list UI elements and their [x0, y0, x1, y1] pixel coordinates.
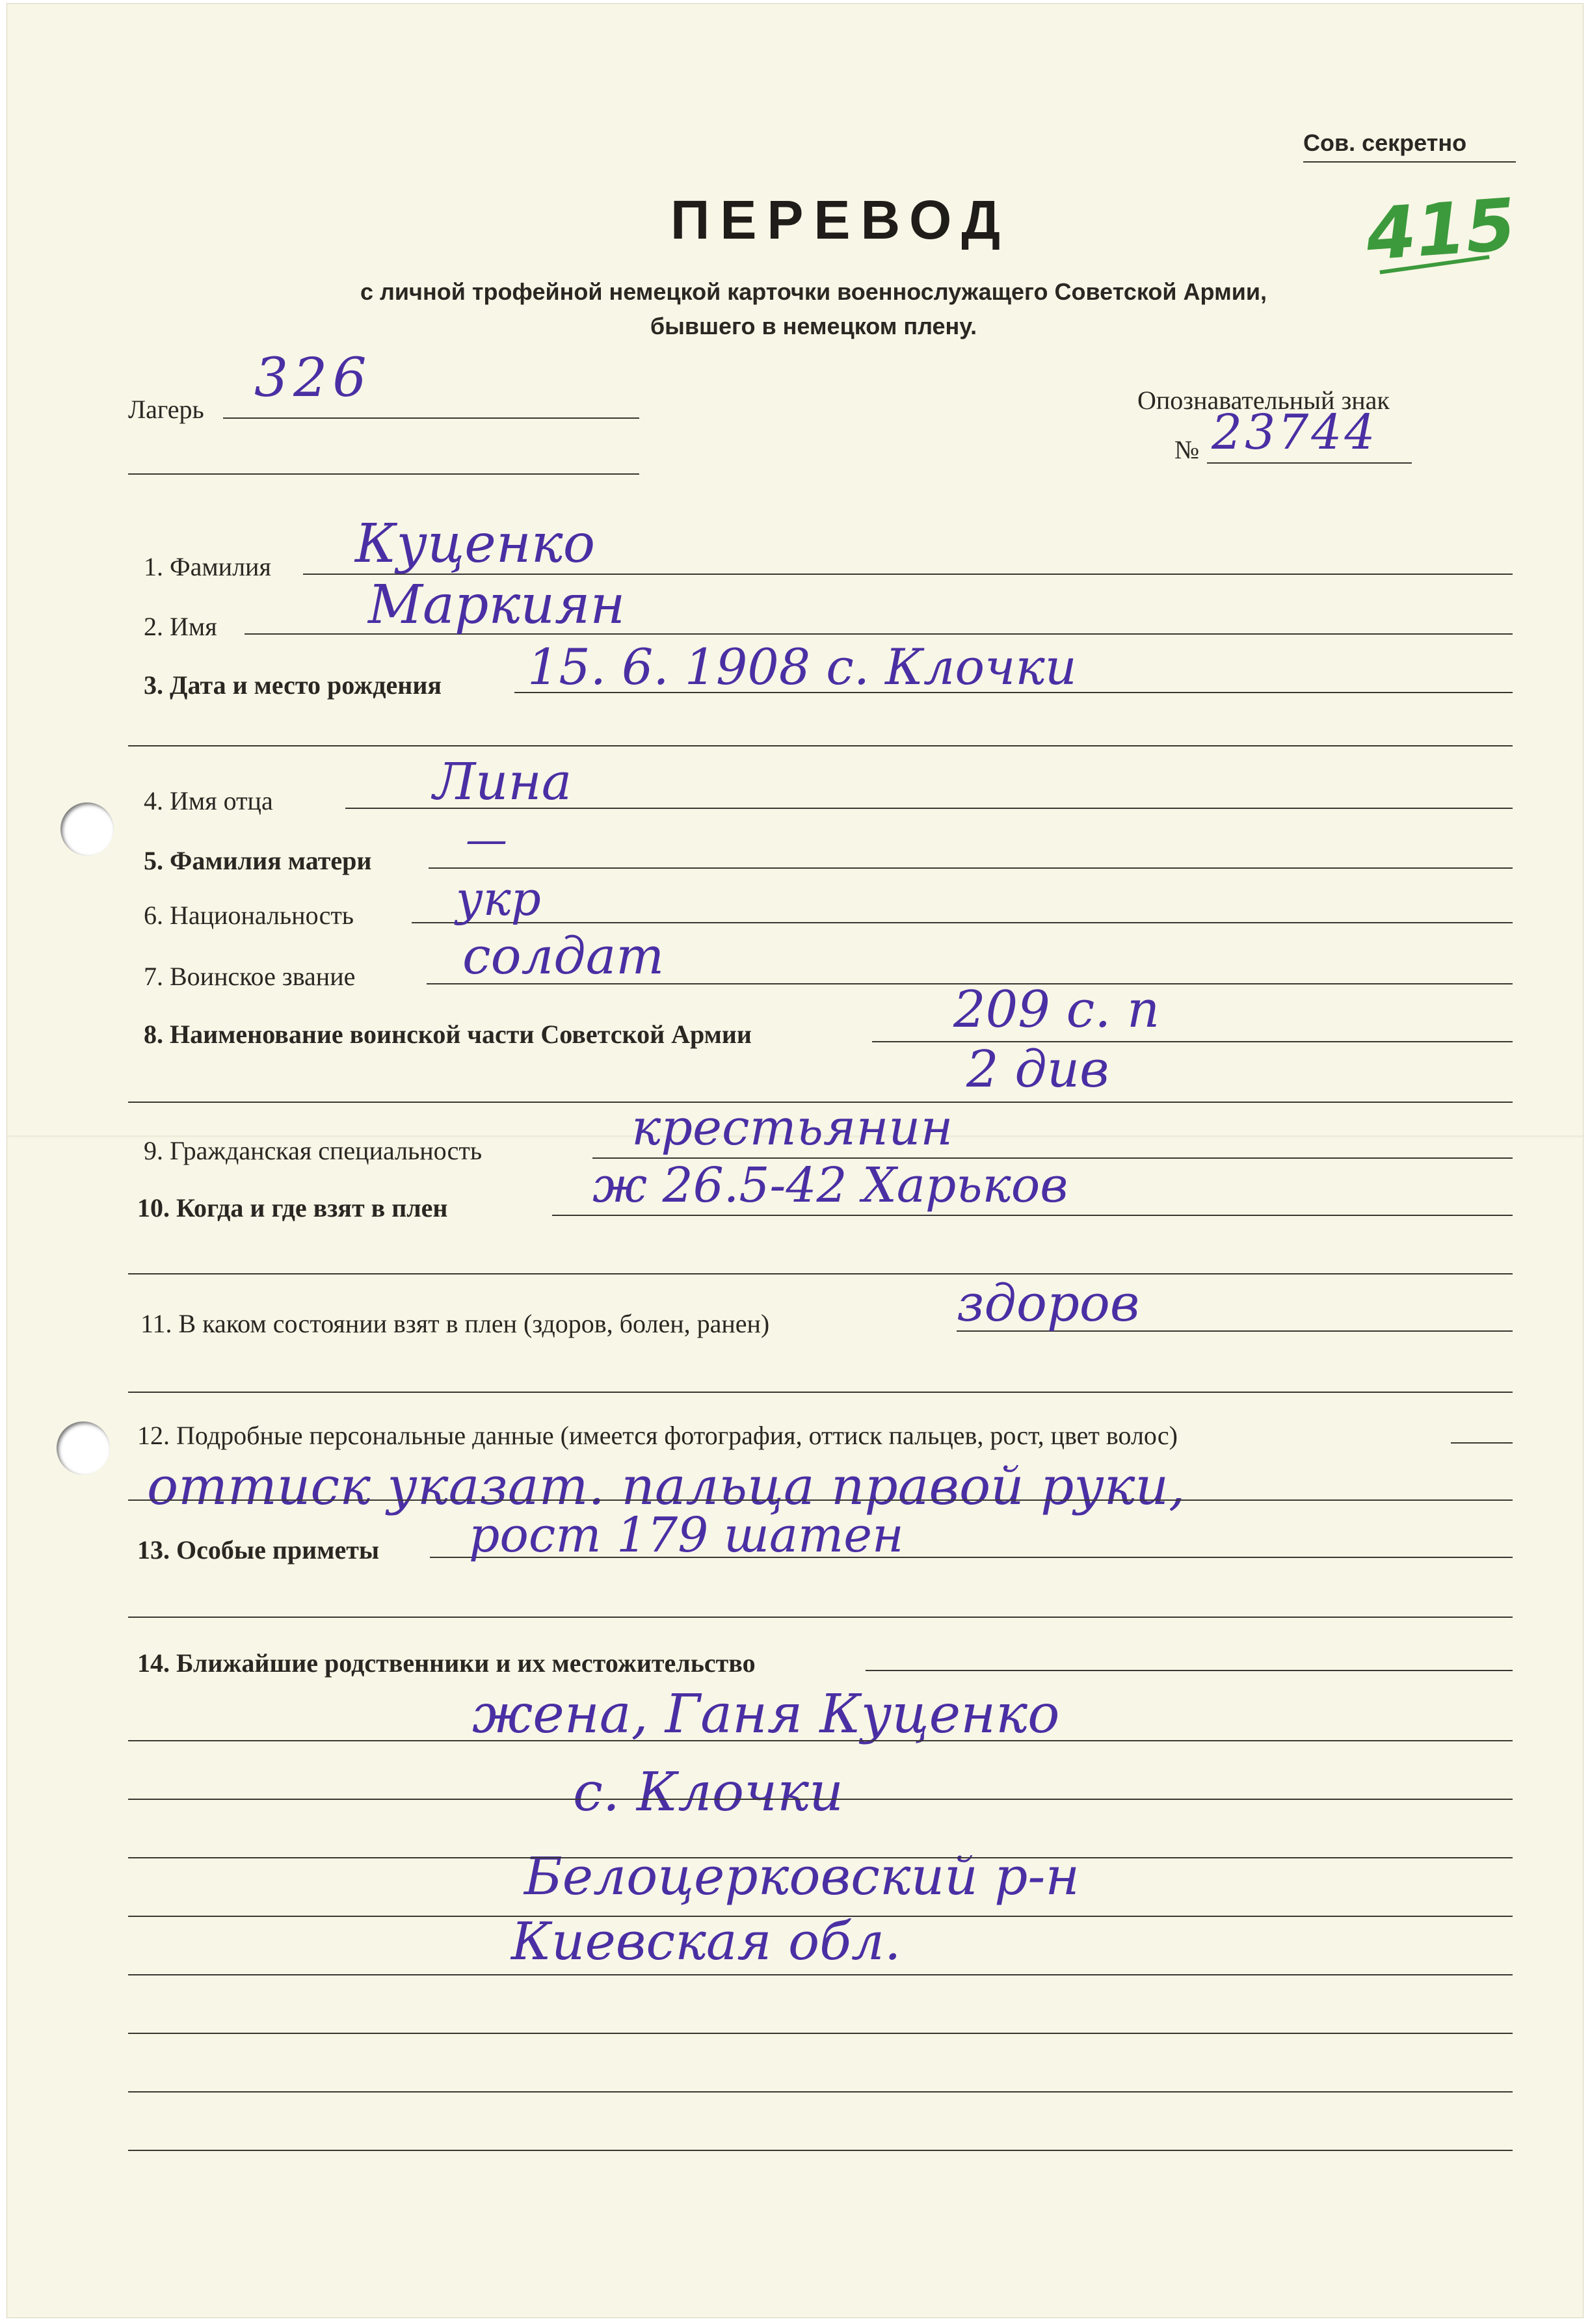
field-4-value: Лина [433, 753, 572, 812]
field-13-label: 13. Особые приметы [137, 1535, 380, 1565]
camp-line-2 [128, 473, 639, 475]
field-8-label: 8. Наименование воинской части Советской Армии [144, 1020, 752, 1049]
tag-no-value: 23744 [1212, 404, 1378, 460]
field-12-line-2 [128, 1499, 1513, 1501]
subtitle-line-1: с личной трофейной немецкой карточки военнослужащего Советской Армии, [360, 278, 1267, 305]
field-2-value: Маркиян [368, 574, 626, 636]
field-14-line-5 [128, 1916, 1513, 1917]
field-11-label: 11. В каком состоянии взят в плен (здоров, болен, ранен) [140, 1309, 770, 1338]
field-14-value-3: Белоцерковский р-н [524, 1846, 1080, 1907]
field-3-value: 15. 6. 1908 с. Клочки [527, 638, 1077, 696]
field-8-value-1: 209 с. п [953, 981, 1160, 1039]
field-8-value-2: 2 див [966, 1040, 1109, 1099]
field-5-value: — [466, 816, 507, 864]
field-12-line [1451, 1442, 1513, 1444]
field-13-line-2 [128, 1617, 1513, 1618]
field-10-label: 10. Когда и где взят в плен [137, 1193, 448, 1222]
tag-label: Опознавательный знак [1137, 386, 1390, 415]
field-10-line [552, 1215, 1513, 1216]
field-14-line-2 [128, 1740, 1513, 1741]
camp-line [223, 417, 639, 419]
field-12-value: оттиск указат. пальца правой руки, [147, 1456, 1186, 1516]
field-2-label: 2. Имя [144, 612, 217, 641]
field-6-label: 6. Национальность [144, 901, 354, 930]
field-9-value: крестьянин [631, 1098, 953, 1156]
field-14-value-1: жена, Ганя Куценко [472, 1684, 1060, 1745]
field-3-label: 3. Дата и место рождения [144, 670, 442, 700]
field-12-label: 12. Подробные персональные данные (имеется фотография, оттиск пальцев, рост, цвет волос) [137, 1421, 1178, 1450]
field-14-value-4: Киевская обл. [511, 1911, 901, 1972]
field-5-label: 5. Фамилия матери [144, 846, 372, 875]
secrecy-underline [1303, 161, 1516, 163]
document-page [7, 3, 1583, 2318]
page-title: ПЕРЕВОД [670, 189, 1011, 250]
field-14-line-3 [128, 1799, 1513, 1800]
field-14-line-9 [128, 2150, 1513, 2151]
field-14-line-8 [128, 2091, 1513, 2093]
field-13-value: рост 179 шатен [469, 1507, 904, 1563]
field-14-label: 14. Ближайшие родственники и их местожительство [137, 1648, 756, 1678]
field-7-label: 7. Воинское звание [144, 962, 356, 991]
tag-no-label: № [1174, 435, 1200, 464]
field-11-value: здоров [957, 1274, 1140, 1333]
green-mark: 415 [1363, 183, 1518, 276]
field-3-line-2 [128, 745, 1513, 746]
field-7-value: солдат [462, 927, 665, 986]
secrecy-stamp: Сов. секретно [1303, 129, 1467, 156]
field-4-label: 4. Имя отца [144, 786, 273, 815]
punch-hole-top [60, 802, 114, 856]
subtitle-line-2: бывшего в немецком плену. [650, 313, 977, 339]
field-14-line-7 [128, 2033, 1513, 2034]
field-9-label: 9. Гражданская специальность [144, 1136, 483, 1165]
field-14-line-6 [128, 1974, 1513, 1975]
tag-line [1207, 462, 1412, 464]
camp-label: Лагерь [128, 395, 204, 424]
field-1-label: 1. Фамилия [144, 552, 271, 581]
field-5-line [429, 867, 1513, 869]
camp-value: 326 [254, 347, 372, 409]
field-14-line [866, 1670, 1513, 1671]
punch-hole-bottom [57, 1421, 110, 1475]
field-6-line [412, 922, 1513, 923]
field-10-line-2 [128, 1273, 1513, 1274]
field-14-line-4 [128, 1857, 1513, 1858]
field-11-line-2 [128, 1392, 1513, 1393]
field-14-value-2: с. Клочки [573, 1762, 843, 1823]
field-10-value: ж 26.5-42 Харьков [592, 1157, 1068, 1213]
field-1-value: Куценко [355, 513, 596, 575]
field-6-value: укр [456, 871, 541, 926]
